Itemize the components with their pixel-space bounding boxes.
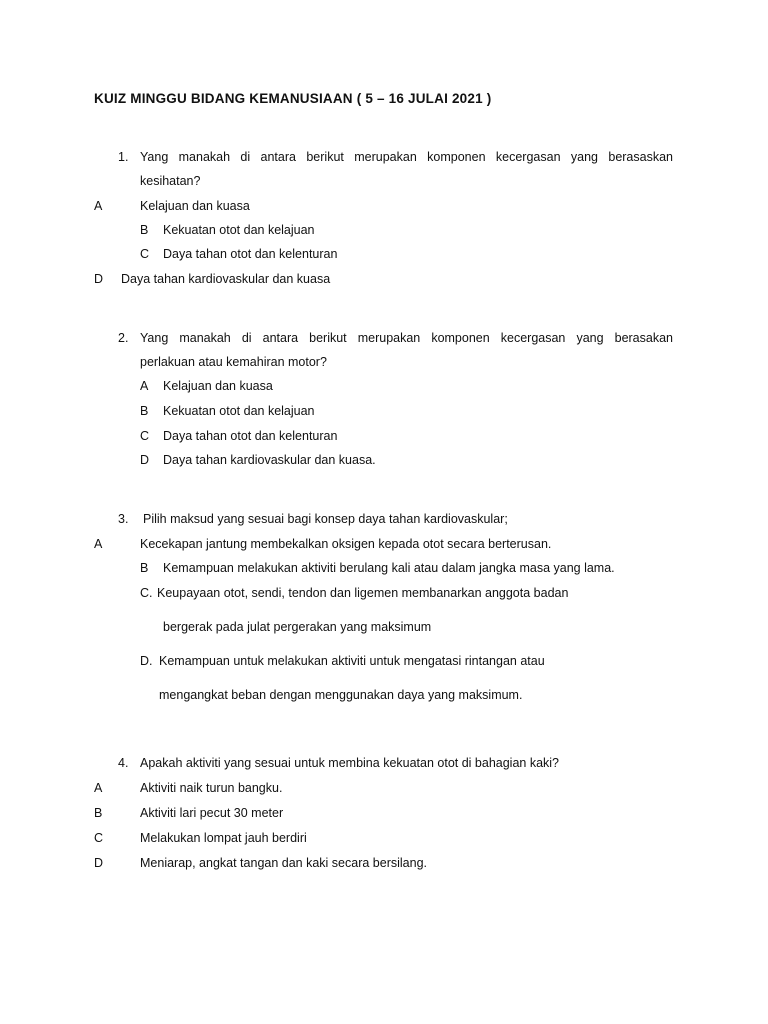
option-letter: B <box>140 223 149 237</box>
option-letter: D <box>140 453 150 467</box>
option-text: Daya tahan otot dan kelenturan <box>163 247 338 261</box>
question-number: 1. <box>118 150 129 164</box>
option-text: Daya tahan kardiovaskular dan kuasa <box>121 272 331 286</box>
question-stem: Yang manakah di antara berikut merupakan komponen kecergasan yang berasakan <box>140 331 673 345</box>
option-text: Kecekapan jantung membekalkan oksigen kepada otot secara berterusan. <box>140 537 552 551</box>
option-letter: A <box>94 199 103 213</box>
option-text: Aktiviti naik turun bangku. <box>140 781 283 795</box>
option-letter: A <box>140 379 149 393</box>
question-number: 3. <box>118 512 129 526</box>
question-stem: Apakah aktiviti yang sesuai untuk membina kekuatan otot di bahagian kaki? <box>140 756 560 770</box>
option-letter: C <box>140 247 150 261</box>
question-stem-continued: kesihatan? <box>140 174 201 188</box>
page-title: KUIZ MINGGU BIDANG KEMANUSIAAN ( 5 – 16 JULAI 2021 ) <box>94 91 492 106</box>
option-text: Melakukan lompat jauh berdiri <box>140 831 307 845</box>
option-text: Aktiviti lari pecut 30 meter <box>140 806 284 820</box>
option-letter: C <box>94 831 104 845</box>
option-text: Kemampuan untuk melakukan aktiviti untuk mengatasi rintangan atau <box>159 654 545 668</box>
option-text: Kelajuan dan kuasa <box>163 379 273 393</box>
question-stem-continued: perlakuan atau kemahiran motor? <box>140 355 327 369</box>
option-letter: D <box>94 856 104 870</box>
option-letter: B <box>94 806 103 820</box>
question-stem: Yang manakah di antara berikut merupakan komponen kecergasan yang berasaskan <box>140 150 673 164</box>
option-text: Kekuatan otot dan kelajuan <box>163 404 315 418</box>
option-letter: B <box>140 404 149 418</box>
option-text: Kemampuan melakukan aktiviti berulang kali atau dalam jangka masa yang lama. <box>163 561 615 575</box>
option-letter: B <box>140 561 149 575</box>
option-text: Keupayaan otot, sendi, tendon dan ligemen membanarkan anggota badan <box>157 586 569 600</box>
option-letter: C <box>140 429 150 443</box>
question-stem: Pilih maksud yang sesuai bagi konsep daya tahan kardiovaskular; <box>143 512 508 526</box>
option-text-continued: bergerak pada julat pergerakan yang maksimum <box>163 620 432 634</box>
option-text-continued: mengangkat beban dengan menggunakan daya yang maksimum. <box>159 688 523 702</box>
option-text: Daya tahan kardiovaskular dan kuasa. <box>163 453 376 467</box>
option-text: Daya tahan otot dan kelenturan <box>163 429 338 443</box>
question-number: 2. <box>118 331 129 345</box>
option-letter: D <box>94 272 104 286</box>
option-text: Kelajuan dan kuasa <box>140 199 250 213</box>
option-letter: A <box>94 781 103 795</box>
option-letter: A <box>94 537 103 551</box>
question-number: 4. <box>118 756 129 770</box>
option-letter: D. <box>140 654 153 668</box>
option-text: Kekuatan otot dan kelajuan <box>163 223 315 237</box>
option-letter: C. <box>140 586 153 600</box>
option-text: Meniarap, angkat tangan dan kaki secara bersilang. <box>140 856 427 870</box>
